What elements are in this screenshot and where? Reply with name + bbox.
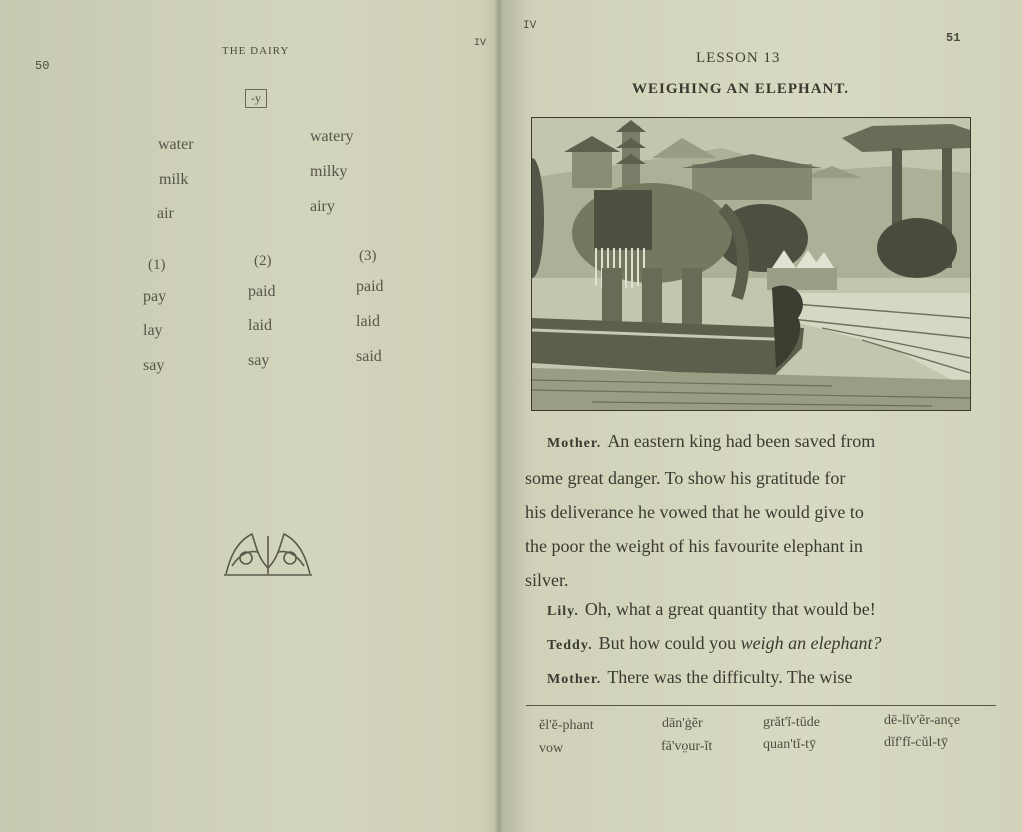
glossary-word: dĭf'fĭ-cŭl-tȳ [884,735,948,750]
section-mark: IV [523,20,537,32]
left-page [0,0,495,832]
footnote-rule [526,705,996,706]
right-page-number: 51 [946,31,961,45]
speaker-label: Mother. [547,672,602,687]
word-derived: airy [310,198,335,215]
text-line: some great danger. To show his gratitude for [525,468,846,488]
word-base: milk [159,171,189,188]
glossary-word: dān'ġẽr [662,716,703,731]
text-line: Oh, what a great quantity that would be! [584,599,876,619]
word-derived: watery [310,128,354,145]
word-base: air [157,205,174,222]
text-line: the poor the weight of his favourite elephant in [525,536,863,556]
glossary-word: vow [539,741,564,756]
illustration-art [532,118,970,410]
left-margin-mark: IV [474,38,487,49]
text-line: his deliverance he vowed that he would give to [525,502,864,522]
suffix-box: -y [245,89,267,108]
speaker-label: Lily. [547,604,579,619]
paragraph-lily [525,592,990,629]
glossary-word: quan'tĭ-tȳ [763,737,817,752]
ornament-tailpiece [222,528,314,578]
verb-cell: paid [248,283,276,300]
glossary-word: grăt'ĭ-tūde [763,715,820,730]
verb-cell: pay [143,288,167,305]
glossary-word: ĕl'ĕ-phant [539,718,594,733]
text-line: But how could you [598,633,741,653]
italic-phrase: weigh an elephant? [740,633,882,653]
verb-cell: say [143,357,165,374]
column-header: (3) [359,248,377,264]
paragraph-mother-2 [525,660,990,697]
glossary-word: dē-lĭv'ẽr-ançe [884,713,961,728]
paragraph-teddy [525,626,990,663]
paragraph-mother-1 [525,424,990,597]
verb-cell: lay [143,322,163,339]
speaker-label: Teddy. [547,638,593,653]
verb-cell: paid [356,278,384,295]
glossary-word: fā'vo̤ur-ĭt [661,739,713,754]
verb-cell: said [356,348,382,365]
illustration-elephant-on-boat [531,117,971,411]
word-base: water [158,136,194,153]
lesson-title: WEIGHING AN ELEPHANT. [632,81,850,97]
word-derived: milky [310,163,348,180]
column-header: (2) [254,253,272,269]
speaker-label: Mother. [547,436,602,451]
text-line: An eastern king had been saved from [607,431,876,451]
verb-cell: laid [248,317,272,334]
running-head: THE DAIRY [222,45,290,57]
text-line: There was the difficulty. The wise [607,667,853,687]
verb-cell: say [248,352,270,369]
left-page-number: 50 [35,59,50,73]
column-header: (1) [148,257,166,273]
lesson-heading: LESSON 13 [696,50,781,66]
text-line: silver. [525,570,569,590]
verb-cell: laid [356,313,380,330]
